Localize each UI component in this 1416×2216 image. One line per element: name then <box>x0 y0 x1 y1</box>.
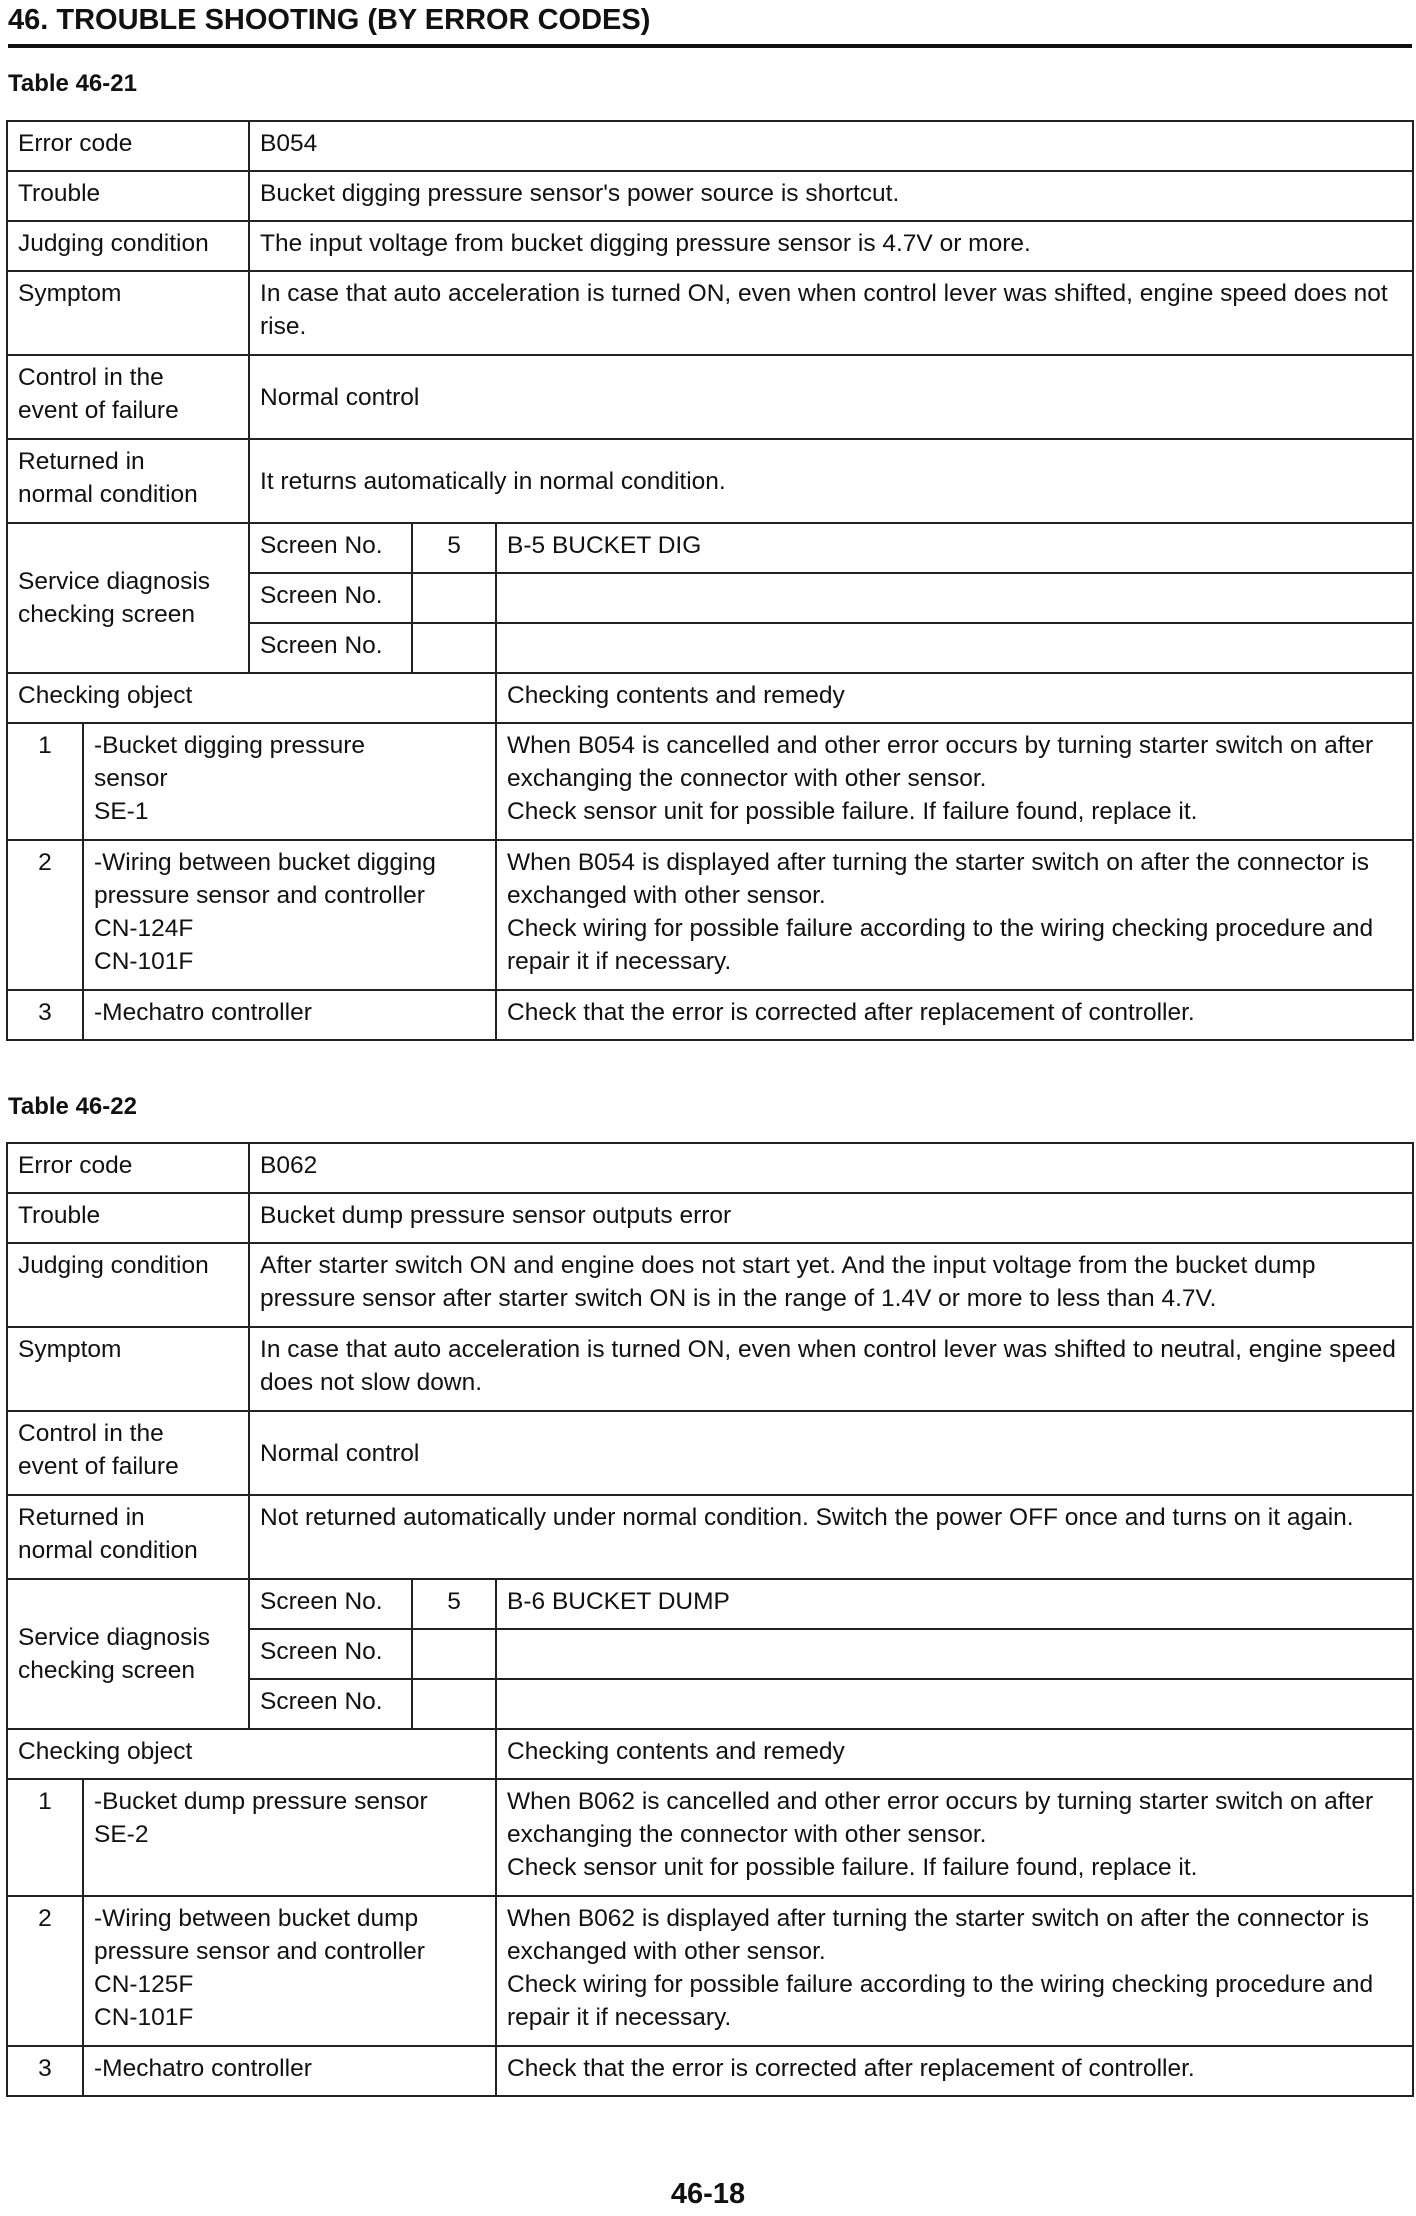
value-symptom: In case that auto acceleration is turned ON, even when control lever was shifted, engine speed does not rise. <box>249 271 1413 355</box>
check-number: 1 <box>7 1779 83 1896</box>
value-judging: After starter switch ON and engine does not start yet. And the input voltage from the bucket dump pressure sensor after starter switch ON is in the range of 1.4V or more to less than 4.7V. <box>249 1243 1413 1327</box>
label-screen-no: Screen No. <box>249 623 412 673</box>
row-error-code <box>7 121 1413 171</box>
row-returned <box>7 439 1413 523</box>
error-table-b062 <box>6 1142 1414 2097</box>
label-error-code: Error code <box>7 1143 249 1193</box>
row-judging <box>7 221 1413 271</box>
screen-name <box>496 573 1413 623</box>
check-remedy: When B054 is cancelled and other error occurs by turning starter switch on after exchanging the connector with other sensor. Check sensor unit for possible failure. If failure found, replace it. <box>496 723 1413 840</box>
check-remedy: When B054 is displayed after turning the starter switch on after the connector is exchanged with other sensor. Check wiring for possible failure according to the wiring checking procedure and repair it if necessary. <box>496 840 1413 990</box>
check-object: -Bucket digging pressure sensor SE-1 <box>83 723 496 840</box>
row-screen-1 <box>7 1579 1413 1629</box>
check-object: -Mechatro controller <box>83 2046 496 2096</box>
label-trouble: Trouble <box>7 171 249 221</box>
screen-number <box>412 1679 496 1729</box>
row-control <box>7 1411 1413 1495</box>
screen-number: 5 <box>412 523 496 573</box>
label-returned: Returned in normal condition <box>7 1495 249 1579</box>
value-error-code: B062 <box>249 1143 1413 1193</box>
label-checking-object: Checking object <box>7 673 496 723</box>
label-checking-object: Checking object <box>7 1729 496 1779</box>
check-row <box>7 2046 1413 2096</box>
screen-number <box>412 573 496 623</box>
check-remedy: When B062 is displayed after turning the starter switch on after the connector is exchanged with other sensor. Check wiring for possible failure according to the wiring checking procedure and repair it if necessary. <box>496 1896 1413 2046</box>
page-title: 46. TROUBLE SHOOTING (BY ERROR CODES) <box>8 0 1412 48</box>
check-remedy: Check that the error is corrected after replacement of controller. <box>496 990 1413 1040</box>
label-screen-no: Screen No. <box>249 573 412 623</box>
row-trouble <box>7 171 1413 221</box>
value-control: Normal control <box>249 355 1413 439</box>
row-symptom <box>7 271 1413 355</box>
error-table-b054 <box>6 120 1414 1041</box>
check-remedy: When B062 is cancelled and other error occurs by turning starter switch on after exchanging the connector with other sensor. Check sensor unit for possible failure. If failure found, replace it. <box>496 1779 1413 1896</box>
label-symptom: Symptom <box>7 271 249 355</box>
check-row <box>7 990 1413 1040</box>
row-checking-header <box>7 673 1413 723</box>
check-object: -Wiring between bucket digging pressure sensor and controller CN-124F CN-101F <box>83 840 496 990</box>
check-object: -Wiring between bucket dump pressure sensor and controller CN-125F CN-101F <box>83 1896 496 2046</box>
label-returned: Returned in normal condition <box>7 439 249 523</box>
page-number: 46-18 <box>670 2178 746 2210</box>
value-returned: Not returned automatically under normal condition. Switch the power OFF once and turns on it again. <box>249 1495 1413 1579</box>
screen-name <box>496 623 1413 673</box>
screen-name: B-5 BUCKET DIG <box>496 523 1413 573</box>
check-number: 2 <box>7 840 83 990</box>
screen-number <box>412 1629 496 1679</box>
table-caption: Table 46-22 <box>8 1093 137 1120</box>
check-row <box>7 1779 1413 1896</box>
check-row <box>7 840 1413 990</box>
label-checking-contents: Checking contents and remedy <box>496 673 1413 723</box>
value-trouble: Bucket dump pressure sensor outputs error <box>249 1193 1413 1243</box>
screen-name <box>496 1679 1413 1729</box>
label-control: Control in the event of failure <box>7 355 249 439</box>
screen-number: 5 <box>412 1579 496 1629</box>
value-trouble: Bucket digging pressure sensor's power source is shortcut. <box>249 171 1413 221</box>
value-symptom: In case that auto acceleration is turned ON, even when control lever was shifted to neutral, engine speed does not slow down. <box>249 1327 1413 1411</box>
row-checking-header <box>7 1729 1413 1779</box>
screen-name <box>496 1629 1413 1679</box>
label-screen-no: Screen No. <box>249 1629 412 1679</box>
row-control <box>7 355 1413 439</box>
check-number: 3 <box>7 2046 83 2096</box>
value-control: Normal control <box>249 1411 1413 1495</box>
screen-number <box>412 623 496 673</box>
label-screen-no: Screen No. <box>249 523 412 573</box>
label-judging: Judging condition <box>7 1243 249 1327</box>
screen-name: B-6 BUCKET DUMP <box>496 1579 1413 1629</box>
value-returned: It returns automatically in normal condition. <box>249 439 1413 523</box>
label-screen-no: Screen No. <box>249 1579 412 1629</box>
row-returned <box>7 1495 1413 1579</box>
check-number: 3 <box>7 990 83 1040</box>
label-screen-no: Screen No. <box>249 1679 412 1729</box>
value-error-code: B054 <box>249 121 1413 171</box>
label-checking-contents: Checking contents and remedy <box>496 1729 1413 1779</box>
row-error-code <box>7 1143 1413 1193</box>
check-remedy: Check that the error is corrected after replacement of controller. <box>496 2046 1413 2096</box>
check-row <box>7 723 1413 840</box>
check-object: -Mechatro controller <box>83 990 496 1040</box>
check-number: 2 <box>7 1896 83 2046</box>
row-screen-1 <box>7 523 1413 573</box>
label-error-code: Error code <box>7 121 249 171</box>
label-judging: Judging condition <box>7 221 249 271</box>
row-symptom <box>7 1327 1413 1411</box>
label-symptom: Symptom <box>7 1327 249 1411</box>
row-judging <box>7 1243 1413 1327</box>
label-service-diagnosis: Service diagnosis checking screen <box>7 1579 249 1729</box>
label-trouble: Trouble <box>7 1193 249 1243</box>
row-trouble <box>7 1193 1413 1243</box>
check-row <box>7 1896 1413 2046</box>
label-service-diagnosis: Service diagnosis checking screen <box>7 523 249 673</box>
check-object: -Bucket dump pressure sensor SE-2 <box>83 1779 496 1896</box>
label-control: Control in the event of failure <box>7 1411 249 1495</box>
table-caption: Table 46-21 <box>8 70 137 97</box>
value-judging: The input voltage from bucket digging pressure sensor is 4.7V or more. <box>249 221 1413 271</box>
check-number: 1 <box>7 723 83 840</box>
